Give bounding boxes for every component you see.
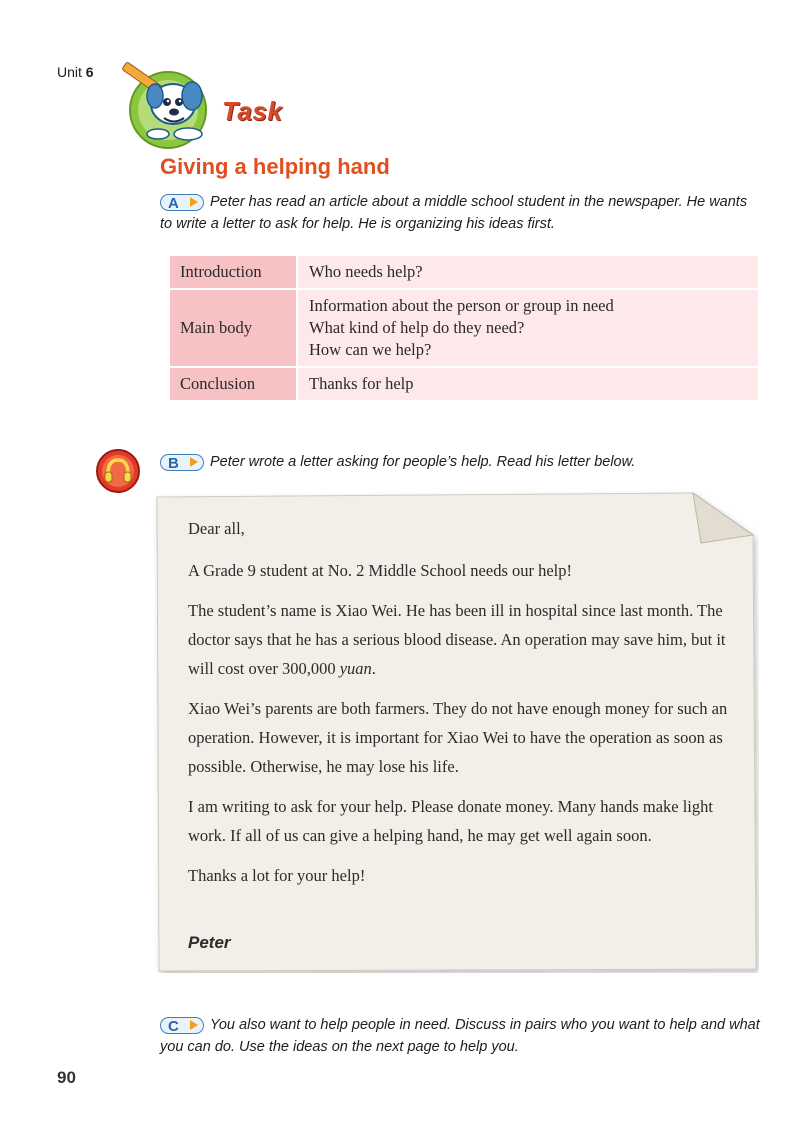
letter-paragraph <box>188 596 736 683</box>
letter-signature: Peter <box>188 933 231 952</box>
row-heading: Conclusion <box>170 367 297 400</box>
paragraph-text: The student’s name is Xiao Wei. He has been ill in hospital since last month. The doctor says that he has a serious blood disease. An operation may save him, but it will cost over 300,000 <box>188 601 726 678</box>
paragraph-period: . <box>371 659 376 678</box>
part-b-instruction <box>160 451 760 473</box>
part-b-badge <box>160 454 204 471</box>
page-number: 90 <box>57 1068 76 1087</box>
unit-prefix: Unit <box>57 64 82 80</box>
row-heading: Main body <box>170 289 297 367</box>
letter-closing: Thanks a lot for your help! <box>188 866 366 885</box>
letter-body <box>188 514 736 901</box>
content-line: What kind of help do they need? <box>309 318 525 337</box>
part-a-instruction-text: Peter has read an article about a middle school student in the newspaper. He wants to write a letter to ask for help. He is organizing his ideas first. <box>160 194 748 232</box>
part-a-instruction <box>160 191 760 235</box>
row-content: Thanks for help <box>297 367 758 400</box>
unit-label <box>57 64 94 80</box>
play-arrow-icon <box>190 457 198 467</box>
part-b-instruction-text: Peter wrote a letter asking for people’s help. Read his letter below. <box>210 454 636 470</box>
row-content <box>297 289 758 367</box>
table-row <box>170 289 758 367</box>
part-a-badge <box>160 194 204 211</box>
letter-paragraph: Xiao Wei’s parents are both farmers. They do not have enough money for such an operation. However, it is important for Xiao Wei to have the operation as soon as possible. Otherwise, he may lose his life. <box>188 699 728 776</box>
content-line: Information about the person or group in need <box>309 296 614 315</box>
part-a-badge-letter: A <box>168 194 179 212</box>
part-c-instruction <box>160 1014 760 1058</box>
currency-word: yuan <box>339 659 372 678</box>
play-arrow-icon <box>190 1020 198 1030</box>
outline-table <box>170 256 758 400</box>
letter-paragraph: A Grade 9 student at No. 2 Middle School needs our help! <box>188 561 573 580</box>
mascot-dog-icon <box>118 62 218 150</box>
unit-number: 6 <box>85 64 94 80</box>
row-heading: Introduction <box>170 256 297 289</box>
part-c-instruction-text: You also want to help people in need. Discuss in pairs who you want to help and what you can do. Use the ideas on the next page to help you. <box>160 1017 760 1055</box>
task-title: Task <box>222 96 283 126</box>
part-b-badge-letter: B <box>168 454 179 472</box>
part-c-badge <box>160 1017 204 1034</box>
content-line: How can we help? <box>309 340 432 359</box>
table-row <box>170 367 758 400</box>
headphones-icon <box>95 448 141 494</box>
part-c-badge-letter: C <box>168 1017 179 1035</box>
letter-paragraph: I am writing to ask for your help. Please donate money. Many hands make light work. If all of us can give a helping hand, he may get well again soon. <box>188 797 713 845</box>
section-title: Giving a helping hand <box>160 154 390 179</box>
table-row <box>170 256 758 289</box>
letter-salutation: Dear all, <box>188 519 245 538</box>
row-content: Who needs help? <box>297 256 758 289</box>
play-arrow-icon <box>190 197 198 207</box>
